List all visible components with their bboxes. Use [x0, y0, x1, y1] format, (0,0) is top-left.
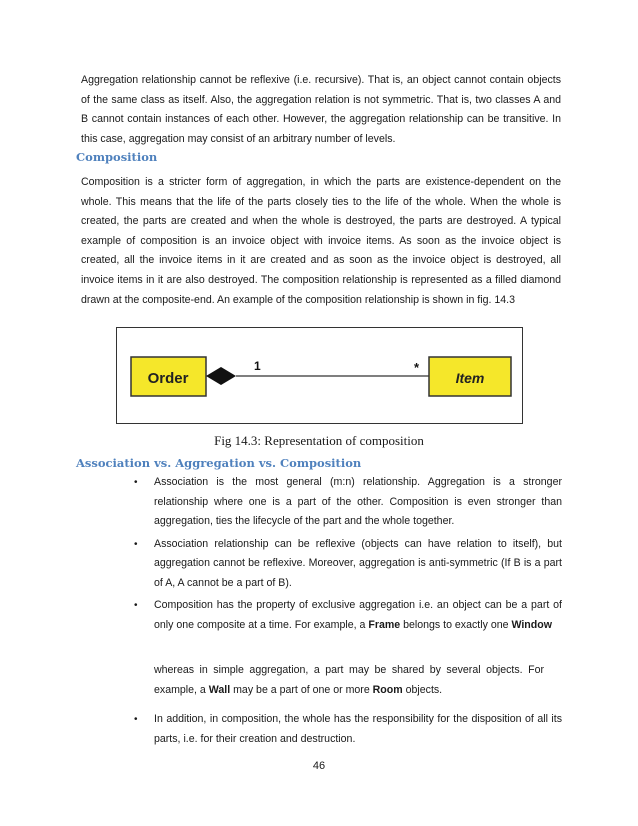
composition-diagram [116, 327, 523, 424]
cont-after: objects. [402, 683, 443, 696]
bullet-text: Association is the most general (m:n) relationship. Aggregation is a stronger relationship where one is a part of the other. Composition is even stronger than aggregation, ties the lifecycle of the part and the whole together. [154, 476, 562, 527]
bullet-text: In addition, in composition, the whole has the responsibility for the disposition of all its parts, i.e. for their creation and destruction. [154, 713, 562, 745]
item-class-label: Item [455, 370, 485, 386]
bullet-icon: • [134, 600, 138, 611]
window-term: Window [511, 618, 552, 631]
bullet3-before: Composition has the property of exclusive aggregation i.e. an object can be a part of only one composite at a time. For example, a [154, 599, 562, 631]
bullet-icon: • [134, 538, 138, 550]
bullet-icon: • [134, 477, 138, 488]
comparison-list [132, 473, 562, 752]
bullet-text [154, 599, 562, 631]
room-term: Room [372, 683, 403, 696]
composition-diamond [206, 367, 236, 385]
item-multiplicity: * [414, 360, 420, 375]
wall-term: Wall [208, 683, 231, 696]
list-item [132, 535, 562, 594]
continuation-paragraph [132, 661, 562, 700]
list-item [132, 596, 562, 635]
composition-heading: Composition [76, 150, 158, 164]
list-item [132, 473, 562, 532]
order-class-label: Order [147, 370, 189, 387]
figure-caption: Fig 14.3: Representation of composition [214, 433, 424, 448]
bullet3-middle: belongs to exactly one [400, 618, 512, 631]
list-item [132, 710, 562, 749]
cont-before: whereas in simple aggregation, a part may be shared by several objects. For example, a [154, 664, 544, 696]
comparison-heading: Association vs. Aggregation vs. Composition [76, 456, 362, 470]
order-multiplicity: 1 [254, 359, 261, 373]
composition-paragraph: Composition is a stricter form of aggregation, in which the parts are existence-dependent on the whole. This means that the life of the parts closely ties to the life of the whole. When the whole is created, the parts are created and when the whole is destroyed, the parts are destroyed. A typical example of composition is an invoice object with invoice items. As soon as the invoice object is created, all the invoice items in it are created and as soon as the invoice object is destroyed, all invoice items in it are also destroyed. The composition relationship is represented as a filled diamond drawn at the composite-end. An example of the composition relationship is shown in fig. 14.3 [81, 176, 561, 306]
frame-term: Frame [368, 618, 401, 631]
bullet-icon: • [134, 714, 138, 725]
bullet-text: Association relationship can be reflexive (objects can have relation to itself), but aggregation cannot be reflexive. Moreover, aggregation is anti-symmetric (If B is a part of A, A cannot be a part of B). [154, 537, 562, 589]
page-number: 46 [312, 760, 326, 772]
aggregation-paragraph: Aggregation relationship cannot be reflexive (i.e. recursive). That is, an object cannot contain objects of the same class as itself. Also, the aggregation relation is not symmetric. That is, two classes A and B cannot contain instances of each other. However, the aggregation relationship can be transitive. In this case, aggregation may consist of an arbitrary number of levels. [81, 74, 561, 145]
cont-middle: may be a part of one or more [230, 683, 373, 696]
composition-diagram-svg [117, 328, 522, 423]
